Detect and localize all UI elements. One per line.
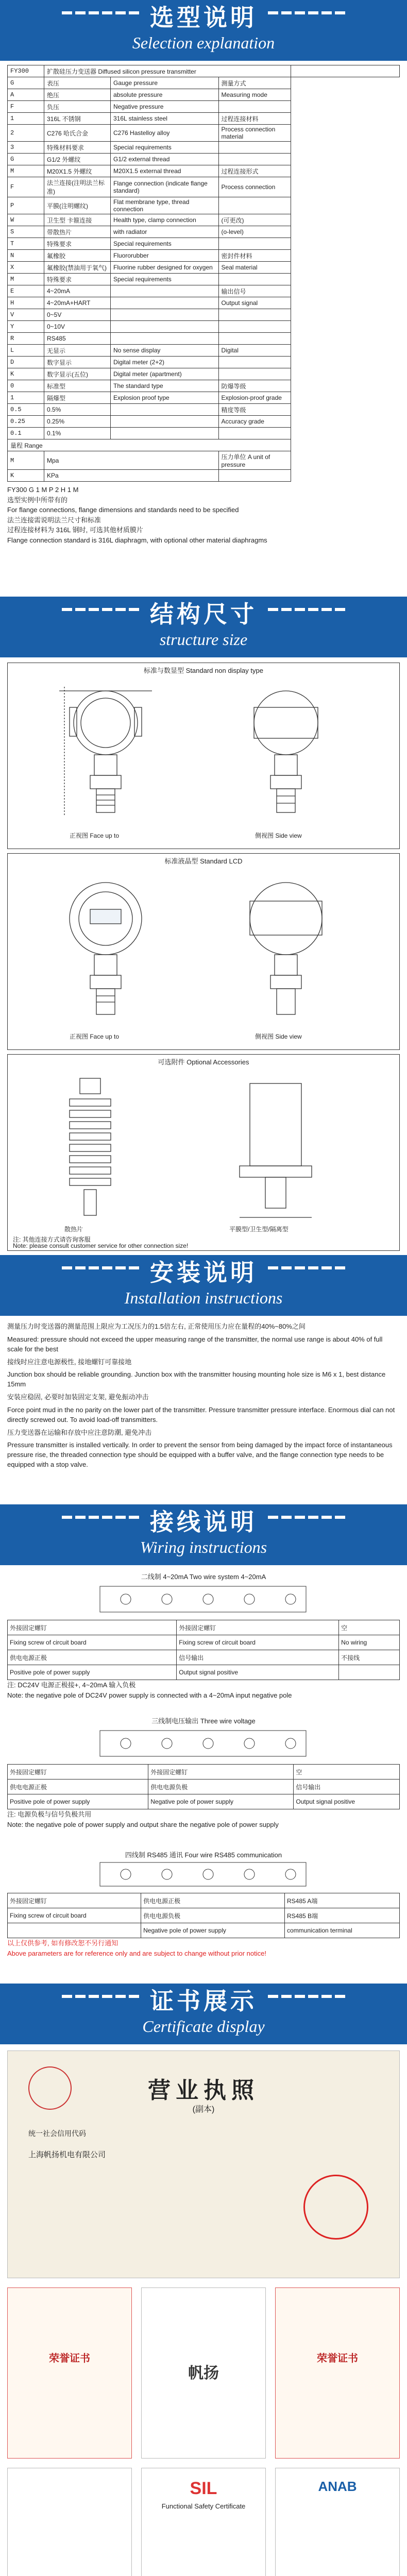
- table-cell: absolute pressure: [111, 89, 219, 101]
- table-cell: G: [8, 154, 44, 165]
- table-row: [8, 113, 400, 125]
- emblem-icon: [28, 2066, 72, 2110]
- table-cell: Accuracy grade: [218, 416, 291, 428]
- table-cell: Measuring mode: [218, 89, 291, 101]
- table-row: [8, 1893, 400, 1908]
- wiring-diagram-1: [7, 1571, 400, 1700]
- table-cell: Process connection: [218, 177, 291, 197]
- table-cell: (o-level): [218, 226, 291, 238]
- installation-paragraph: 接线时应注意电源极性, 接地螺钉可靠接地: [7, 1358, 132, 1366]
- table-cell: Digital meter (2+2): [111, 357, 219, 368]
- table-row: [8, 1650, 400, 1665]
- table-cell: Positive pole of power supply: [8, 1665, 177, 1680]
- structure-note: 注: 其他连接方式请咨询客服: [13, 1236, 91, 1243]
- table-cell: T: [8, 238, 44, 250]
- table-cell: Process connection material: [218, 125, 291, 142]
- table-row: [8, 89, 400, 101]
- table-cell: [218, 274, 291, 285]
- accessories-svg: [8, 1068, 399, 1238]
- table-cell: 绝压: [44, 89, 111, 101]
- anab-certificate: [275, 2468, 400, 2576]
- table-row: [8, 1765, 400, 1780]
- table-row: [8, 416, 400, 428]
- table-cell: 0.1%: [44, 428, 111, 439]
- table-cell: V: [8, 309, 44, 321]
- table-row: [8, 1665, 400, 1680]
- table-row: [8, 439, 400, 451]
- table-cell: 压力单位 A unit of pressure: [218, 451, 291, 470]
- table-cell: R: [8, 333, 44, 345]
- table-cell: 外接固定螺钉: [148, 1765, 294, 1780]
- installation-paragraph: 安装应稳固, 必要时加装固定支架, 避免振动冲击: [7, 1393, 149, 1401]
- table-row: [8, 368, 400, 380]
- table-row: [8, 1620, 400, 1635]
- table-row: [8, 1635, 400, 1650]
- table-row: [8, 321, 400, 333]
- table-cell: 316L 不锈钢: [44, 113, 111, 125]
- selection-note: Flange connection standard is 316L diaphragm, with optional other material diaphragms: [7, 536, 267, 544]
- table-cell: 不接线: [339, 1650, 400, 1665]
- table-cell: 4~20mA: [44, 285, 111, 297]
- table-cell: Digital: [218, 345, 291, 357]
- header-decoration: [62, 1266, 139, 1269]
- wiring-header: [0, 1504, 407, 1565]
- table-cell: 氟橡胶: [44, 250, 111, 262]
- table-cell: [218, 154, 291, 165]
- sil-subtitle: Functional Safety Certificate: [161, 2502, 246, 2510]
- table-cell: 负压: [44, 101, 111, 113]
- table-cell: Fixing screw of circuit board: [8, 1635, 177, 1650]
- table-cell: 数字显示: [44, 357, 111, 368]
- table-cell: 空: [339, 1620, 400, 1635]
- wiring-diagram-2: [7, 1716, 400, 1829]
- range-label: 量程 Range: [8, 439, 291, 451]
- table-cell: Output signal positive: [294, 1794, 400, 1809]
- table-cell: 1: [8, 113, 44, 125]
- transmitter-lcd-svg: [8, 867, 399, 1047]
- wiring-table: [7, 1893, 400, 1938]
- table-cell: [218, 428, 291, 439]
- table-cell: 供电电源正极: [8, 1780, 148, 1794]
- honor-certificate: [7, 2287, 132, 2459]
- table-cell: Negative pole of power supply: [141, 1923, 285, 1938]
- model-code: FY300: [8, 65, 44, 77]
- table-row: [8, 333, 400, 345]
- table-cell: 带散热片: [44, 226, 111, 238]
- table-cell: 信号输出: [177, 1650, 339, 1665]
- brand-name: 帆扬: [188, 2365, 219, 2382]
- table-cell: 外接固定螺钉: [8, 1620, 177, 1635]
- table-cell: No wiring: [339, 1635, 400, 1650]
- red-disclaimer: 以上仅供参考, 如有修改恕不另行通知: [7, 1939, 118, 1947]
- table-cell: W: [8, 214, 44, 226]
- table-cell: Flange connection (indicate flange standard): [111, 177, 219, 197]
- table-row: [8, 380, 400, 392]
- table-cell: 精度等级: [218, 404, 291, 416]
- table-cell: Health type, clamp connection: [111, 214, 219, 226]
- table-cell: D: [8, 357, 44, 368]
- table-cell: 数字显示(五位): [44, 368, 111, 380]
- selection-note: 过程连接材料为 316L 钢时, 可选其他材质膜片: [7, 526, 143, 534]
- table-cell: 隔爆型: [44, 392, 111, 404]
- terminal-block-svg: [7, 1581, 400, 1617]
- table-cell: Positive pole of power supply: [8, 1794, 148, 1809]
- table-cell: 过程连接材料: [218, 113, 291, 125]
- sil-title: SIL: [190, 2479, 217, 2498]
- table-cell: 卫生型 卡箍连接: [44, 214, 111, 226]
- table-cell: 外接固定螺钉: [8, 1765, 148, 1780]
- installation-paragraph: Junction box should be reliable grounding. Junction box with the transmitter housing mounting hole size is M6 x 1, best distance 15mm: [7, 1370, 386, 1388]
- wiring-note: 注: DC24V 电源正极接+, 4~20mA 输入负极: [7, 1681, 136, 1689]
- diagram-title: 四线制 RS485 通讯 Four wire RS485 communication: [125, 1851, 282, 1859]
- license-subtitle: (副本): [192, 2105, 215, 2114]
- example-note: 选型实例中所带有的: [7, 496, 68, 504]
- table-row: [8, 1923, 400, 1938]
- table-row: [8, 1908, 400, 1923]
- table-cell: L: [8, 345, 44, 357]
- table-cell: Fixing screw of circuit board: [177, 1635, 339, 1650]
- section-title-cn: 选型说明: [150, 4, 257, 31]
- table-cell: Gauge pressure: [111, 77, 219, 89]
- table-cell: M: [8, 274, 44, 285]
- table-cell: G1/2 external thread: [111, 154, 219, 165]
- table-cell: with radiator: [111, 226, 219, 238]
- table-cell: Seal material: [218, 262, 291, 274]
- table-row: [8, 77, 400, 89]
- table-cell: F: [8, 177, 44, 197]
- selection-header: [0, 0, 407, 61]
- table-row: [8, 357, 400, 368]
- wiring-note-en: Note: the negative pole of power supply and output share the negative pole of power supply: [7, 1820, 279, 1828]
- table-cell: Fluororubber: [111, 250, 219, 262]
- table-cell: Output signal positive: [177, 1665, 339, 1680]
- table-cell: 0.5%: [44, 404, 111, 416]
- terminal-block-svg: [7, 1725, 400, 1761]
- installation-paragraph: Measured: pressure should not exceed the upper measuring range of the transmitter, the normal use range is about 40% of full scale for the best: [7, 1335, 383, 1353]
- table-cell: 表压: [44, 77, 111, 89]
- table-cell: Special requirements: [111, 142, 219, 154]
- table-row: [8, 345, 400, 357]
- table-cell: The standard type: [111, 380, 219, 392]
- brand-certificate: [141, 2287, 266, 2459]
- table-cell: 0~10V: [44, 321, 111, 333]
- table-row: [8, 309, 400, 321]
- table-cell: 过程连接形式: [218, 165, 291, 177]
- installation-header: [0, 1255, 407, 1316]
- table-row: [8, 1780, 400, 1794]
- table-cell: 0.5: [8, 404, 44, 416]
- table-cell: 外接固定螺钉: [8, 1893, 141, 1908]
- table-cell: 标准型: [44, 380, 111, 392]
- header-decoration: [62, 1516, 139, 1519]
- table-cell: 氟橡胶(禁油用于氧气): [44, 262, 111, 274]
- table-row: [8, 392, 400, 404]
- table-cell: Special requirements: [111, 274, 219, 285]
- anab-title: ANAB: [318, 2479, 357, 2494]
- table-row: [8, 65, 400, 77]
- honor-title: 荣誉证书: [49, 2353, 90, 2364]
- side-view-label: 侧视图 Side view: [255, 832, 302, 839]
- table-cell: M20X1.5 外螺纹: [44, 165, 111, 177]
- table-cell: [218, 321, 291, 333]
- header-decoration: [268, 608, 345, 611]
- license-title: 营业执照: [148, 2078, 259, 2103]
- table-cell: 输出信号: [218, 285, 291, 297]
- table-cell: 316L stainless steel: [111, 113, 219, 125]
- table-row: [8, 154, 400, 165]
- diagram-title: 三线制电压输出 Three wire voltage: [151, 1717, 256, 1725]
- table-row: [8, 404, 400, 416]
- section-title-en: structure size: [159, 630, 248, 649]
- table-cell: [218, 238, 291, 250]
- table-cell: 特殊要求: [44, 238, 111, 250]
- wiring-table: [7, 1620, 400, 1680]
- table-cell: 空: [294, 1765, 400, 1780]
- table-cell: E: [8, 285, 44, 297]
- table-cell: C276 哈氏合金: [44, 125, 111, 142]
- company-name: 上海帆扬机电有限公司: [28, 2150, 106, 2159]
- installation-paragraph: Force point mud in the no parity on the lower part of the transmitter. Pressure transmitter pressure interface. Enormous dial can not directly screwed out. To avoid load-off transmitters.: [7, 1405, 395, 1423]
- table-cell: Mpa: [44, 451, 219, 470]
- header-decoration: [62, 608, 139, 611]
- wiring-note: 注: 电源负极与信号负极共用: [7, 1810, 92, 1818]
- header-decoration: [268, 1995, 345, 1998]
- installation-text: [7, 1322, 400, 1473]
- table-row: [8, 285, 400, 297]
- table-cell: [111, 333, 219, 345]
- table-row: [8, 451, 400, 470]
- table-cell: communication terminal: [285, 1923, 400, 1938]
- table-cell: [218, 197, 291, 214]
- table-cell: [218, 333, 291, 345]
- table-cell: A: [8, 89, 44, 101]
- table-cell: RS485 B端: [285, 1908, 400, 1923]
- table-cell: [218, 309, 291, 321]
- heatsink-label: 散热片: [64, 1226, 83, 1233]
- table-cell: (可更改): [218, 214, 291, 226]
- table-row: [8, 177, 400, 197]
- table-cell: H: [8, 297, 44, 309]
- table-cell: [218, 470, 291, 482]
- table-row: [8, 274, 400, 285]
- table-cell: 供电电源负极: [141, 1908, 285, 1923]
- table-cell: Output signal: [218, 297, 291, 309]
- flange-label: 平膜型/卫生型/隔离型: [229, 1226, 289, 1233]
- table-cell: 平膜(注明螺纹): [44, 197, 111, 214]
- table-cell: 供电电源正极: [141, 1893, 285, 1908]
- table-cell: [111, 404, 219, 416]
- installation-paragraph: 测量压力时变送器的测量范围上限应为工况压力的1.5倍左右, 正常使用压力应在量程的40%~80%之间: [7, 1323, 306, 1330]
- side-view-label: 侧视图 Side view: [255, 1033, 302, 1040]
- official-seal: [303, 2175, 368, 2240]
- certificate-header: [0, 1984, 407, 2044]
- table-cell: 特殊材料要求: [44, 142, 111, 154]
- diagram-title: 二线制 4~20mA Two wire system 4~20mA: [141, 1573, 266, 1581]
- table-cell: [218, 142, 291, 154]
- table-cell: Explosion proof type: [111, 392, 219, 404]
- table-cell: Flat membrane type, thread connection: [111, 197, 219, 214]
- table-cell: X: [8, 262, 44, 274]
- table-cell: Fluorine rubber designed for oxygen: [111, 262, 219, 274]
- table-row: [8, 101, 400, 113]
- table-cell: Special requirements: [111, 238, 219, 250]
- table-cell: K: [8, 368, 44, 380]
- business-license: [7, 2050, 400, 2278]
- table-row: [8, 262, 400, 274]
- transmitter-standard-svg: [8, 676, 399, 846]
- table-row: [8, 250, 400, 262]
- terminal-block-svg: [7, 1859, 400, 1890]
- table-cell: [111, 428, 219, 439]
- table-row: [8, 238, 400, 250]
- table-cell: 0: [8, 380, 44, 392]
- honor-title: 荣誉证书: [317, 2353, 358, 2364]
- table-cell: 防爆等级: [218, 380, 291, 392]
- table-cell: [111, 285, 219, 297]
- standard-type-drawing: [7, 663, 400, 849]
- header-decoration: [268, 1516, 345, 1519]
- table-cell: 测量方式: [218, 77, 291, 89]
- drawing-title: 标准与数显型 Standard non display type: [144, 667, 263, 674]
- table-cell: Y: [8, 321, 44, 333]
- product-certificate: [7, 2468, 132, 2576]
- table-cell: No sense display: [111, 345, 219, 357]
- table-cell: RS485 A端: [285, 1893, 400, 1908]
- table-row: [8, 297, 400, 309]
- header-decoration: [62, 11, 139, 14]
- table-row: [8, 470, 400, 482]
- table-cell: G1/2 外螺纹: [44, 154, 111, 165]
- table-cell: [111, 321, 219, 333]
- table-cell: [218, 368, 291, 380]
- table-cell: 0~5V: [44, 309, 111, 321]
- example-code: FY300 G 1 M P 2 H 1 M: [7, 486, 79, 494]
- credit-code-label: 统一社会信用代码: [28, 2129, 86, 2138]
- table-cell: 供电电源正极: [8, 1650, 177, 1665]
- section-title-en: Selection explanation: [132, 33, 275, 52]
- table-cell: P: [8, 197, 44, 214]
- table-cell: 0.25%: [44, 416, 111, 428]
- table-cell: [218, 357, 291, 368]
- table-cell: Digital meter (apartment): [111, 368, 219, 380]
- table-cell: Fixing screw of circuit board: [8, 1908, 141, 1923]
- table-cell: 法兰连接(注明法兰标准): [44, 177, 111, 197]
- model-desc: 扩散硅压力变送器 Diffused silicon pressure transmitter: [44, 65, 291, 77]
- selection-note: 法兰连接需说明法兰尺寸和标准: [7, 516, 101, 524]
- selection-table: [7, 65, 400, 482]
- table-cell: S: [8, 226, 44, 238]
- table-cell: N: [8, 250, 44, 262]
- installation-paragraph: 压力变送器在运输和存放中应注意防潮, 避免冲击: [7, 1428, 152, 1436]
- table-cell: [111, 416, 219, 428]
- table-cell: 外接固定螺钉: [177, 1620, 339, 1635]
- table-cell: [218, 101, 291, 113]
- wiring-note-en: Note: the negative pole of DC24V power supply is connected with a 4~20mA input negative pole: [7, 1691, 292, 1699]
- table-cell: 4~20mA+HART: [44, 297, 111, 309]
- table-cell: KPa: [44, 470, 219, 482]
- table-cell: [111, 309, 219, 321]
- selection-table-container: [7, 65, 400, 545]
- section-title-en: Certificate display: [142, 2016, 265, 2036]
- table-cell: 2: [8, 125, 44, 142]
- wiring-diagram-3: [7, 1850, 400, 1958]
- front-view-label: 正视图 Face up to: [70, 832, 120, 839]
- table-cell: 无显示: [44, 345, 111, 357]
- section-title-cn: 接线说明: [150, 1509, 257, 1535]
- table-cell: 信号输出: [294, 1780, 400, 1794]
- table-cell: 1: [8, 392, 44, 404]
- header-decoration: [268, 1266, 345, 1269]
- table-cell: [111, 297, 219, 309]
- table-cell: M: [8, 451, 44, 470]
- table-row: [8, 197, 400, 214]
- table-row: [8, 165, 400, 177]
- table-row: [8, 226, 400, 238]
- optional-accessories-drawing: [7, 1054, 400, 1251]
- table-cell: K: [8, 470, 44, 482]
- section-title-cn: 安装说明: [150, 1259, 257, 1286]
- sil-certificate: [141, 2468, 266, 2576]
- structure-note-en: Note: please consult customer service for other connection size!: [13, 1242, 189, 1249]
- table-row: [8, 1794, 400, 1809]
- table-cell: M: [8, 165, 44, 177]
- drawing-title: 可选附件 Optional Accessories: [158, 1058, 249, 1066]
- table-cell: M20X1.5 external thread: [111, 165, 219, 177]
- table-cell: Negative pole of power supply: [148, 1794, 294, 1809]
- red-disclaimer-en: Above parameters are for reference only and are subject to change without prior notice!: [7, 1949, 266, 1957]
- header-decoration: [268, 11, 345, 14]
- example-note-en: For flange connections, flange dimensions and standards need to be specified: [7, 506, 239, 514]
- table-cell: 3: [8, 142, 44, 154]
- table-cell: Explosion-proof grade: [218, 392, 291, 404]
- table-cell: Negative pressure: [111, 101, 219, 113]
- table-cell: 特殊要求: [44, 274, 111, 285]
- header-decoration: [62, 1995, 139, 1998]
- table-cell: 密封件材料: [218, 250, 291, 262]
- table-row: [8, 142, 400, 154]
- table-cell: F: [8, 101, 44, 113]
- section-title-cn: 证书展示: [150, 1988, 257, 2014]
- table-cell: 0.1: [8, 428, 44, 439]
- table-row: [8, 125, 400, 142]
- table-cell: RS485: [44, 333, 111, 345]
- front-view-label: 正视图 Face up to: [70, 1033, 120, 1040]
- drawing-title: 标准液晶型 Standard LCD: [164, 857, 243, 865]
- installation-paragraph: Pressure transmitter is installed vertically. In order to prevent the sensor from being damaged by the impact force of instantaneous pressure rise, the threaded connection type should be equipped with a buffer valve, and the flange connection type needs to be equipped with a stop valve.: [7, 1441, 393, 1469]
- table-cell: C276 Hastelloy alloy: [111, 125, 219, 142]
- wiring-table: [7, 1764, 400, 1809]
- table-cell: 0.25: [8, 416, 44, 428]
- section-title-cn: 结构尺寸: [150, 601, 257, 628]
- table-cell: 供电电源负极: [148, 1780, 294, 1794]
- table-row: [8, 214, 400, 226]
- section-title-en: Wiring instructions: [140, 1537, 267, 1556]
- lcd-type-drawing: [7, 853, 400, 1050]
- table-row: [8, 428, 400, 439]
- section-title-en: Installation instructions: [124, 1288, 283, 1307]
- honor-certificate-2: [275, 2287, 400, 2459]
- table-cell: G: [8, 77, 44, 89]
- structure-header: [0, 597, 407, 657]
